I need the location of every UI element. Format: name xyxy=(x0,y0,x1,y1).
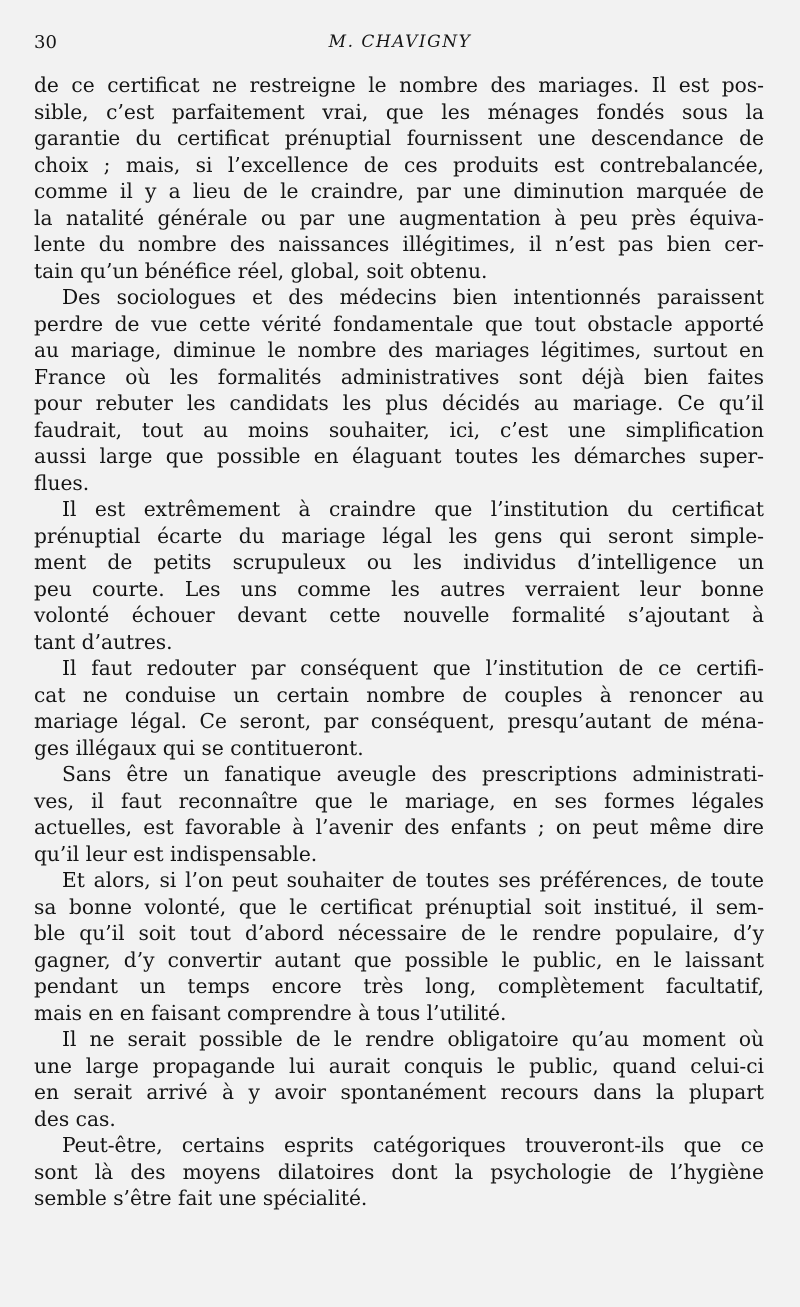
paragraph xyxy=(34,72,764,284)
text-line: une large propagande lui aurait conquis le public, quand celui-ci xyxy=(34,1053,764,1078)
text-line: sa bonne volonté, que le certificat prénuptial soit institué, il sem- xyxy=(34,894,764,919)
text-line: Il est extrêmement à craindre que l’institution du certificat xyxy=(62,497,764,521)
text-line: prénuptial écarte du mariage légal les gens qui seront simple- xyxy=(34,523,764,548)
text-line: en serait arrivé à y avoir spontanément recours dans la plupart xyxy=(34,1080,764,1104)
text-line: pour rebuter les candidats les plus décidés au mariage. Ce qu’il xyxy=(34,391,764,415)
text-line: cat ne conduise un certain nombre de couples à renoncer au xyxy=(34,682,764,707)
text-line: peu courte. Les uns comme les autres verraient leur bonne xyxy=(34,576,764,601)
text-line: mariage légal. Ce seront, par conséquent, presqu’autant de ména- xyxy=(34,709,764,733)
paragraph xyxy=(34,1026,764,1132)
text-line: pendant un temps encore très long, complètement facultatif, xyxy=(34,974,764,998)
text-line: sont là des moyens dilatoires dont la psychologie de l’hygiène xyxy=(34,1159,764,1184)
text-line: qu’il leur est indispensable. xyxy=(34,841,318,866)
text-line: Et alors, si l’on peut souhaiter de toutes ses préférences, de toute xyxy=(62,868,764,892)
paragraph xyxy=(34,284,764,496)
text-line: mais en en faisant comprendre à tous l’utilité. xyxy=(34,1000,507,1025)
text-line: ges illégaux qui se contitueront. xyxy=(34,735,364,760)
text-line: aussi large que possible en élaguant toutes les démarches super- xyxy=(34,444,764,468)
text-line: garantie du certificat prénuptial fournissent une descendance de xyxy=(34,126,764,150)
text-line: au mariage, diminue le nombre des mariages légitimes, surtout en xyxy=(34,338,764,362)
paragraph xyxy=(34,496,764,655)
text-line: Sans être un fanatique aveugle des prescriptions administrati- xyxy=(62,762,764,786)
text-line: sible, c’est parfaitement vrai, que les ménages fondés sous la xyxy=(34,99,764,124)
text-line: Peut-être, certains esprits catégoriques trouveront-ils que ce xyxy=(62,1133,764,1157)
text-line: faudrait, tout au moins souhaiter, ici, c’est une simplification xyxy=(34,417,764,442)
text-line: Des sociologues et des médecins bien intentionnés paraissent xyxy=(62,285,764,309)
running-title: M. CHAVIGNY xyxy=(328,32,472,52)
text-line: la natalité générale ou par une augmentation à peu près équiva- xyxy=(34,205,764,230)
text-line: choix ; mais, si l’excellence de ces produits est contrebalancée, xyxy=(34,152,764,177)
text-line: tain qu’un bénéfice réel, global, soit obtenu. xyxy=(34,258,488,283)
text-line: Il ne serait possible de le rendre obligatoire qu’au moment où xyxy=(62,1027,764,1051)
text-line: flues. xyxy=(34,470,90,495)
text-line: ves, il faut reconnaître que le mariage, en ses formes légales xyxy=(34,788,764,813)
text-line: France où les formalités administratives sont déjà bien faites xyxy=(34,364,764,389)
text-line: actuelles, est favorable à l’avenir des enfants ; on peut même dire xyxy=(34,815,764,839)
paragraph xyxy=(34,867,764,1026)
body-text xyxy=(34,72,764,1212)
text-line: tant d’autres. xyxy=(34,629,173,654)
text-line: volonté échouer devant cette nouvelle formalité s’ajoutant à xyxy=(34,603,764,627)
text-line: perdre de vue cette vérité fondamentale que tout obstacle apporté xyxy=(34,311,764,336)
text-line: Il faut redouter par conséquent que l’institution de ce certifi- xyxy=(62,656,764,680)
paragraph xyxy=(34,761,764,867)
text-line: comme il y a lieu de le craindre, par une diminution marquée de xyxy=(34,179,764,203)
paragraph xyxy=(34,1132,764,1212)
text-line: lente du nombre des naissances illégitimes, il n’est pas bien cer- xyxy=(34,232,764,256)
text-line: semble s’être fait une spécialité. xyxy=(34,1186,368,1210)
page-number: 30 xyxy=(34,32,57,53)
paragraph xyxy=(34,655,764,761)
text-line: ment de petits scrupuleux ou les individus d’intelligence un xyxy=(34,550,764,574)
text-line: gagner, d’y convertir autant que possible le public, en le laissant xyxy=(34,947,764,972)
text-line: des cas. xyxy=(34,1106,116,1131)
text-line: de ce certificat ne restreigne le nombre des mariages. Il est pos- xyxy=(34,73,764,97)
page-header xyxy=(34,32,766,58)
text-line: ble qu’il soit tout d’abord nécessaire de le rendre populaire, d’y xyxy=(34,921,764,945)
